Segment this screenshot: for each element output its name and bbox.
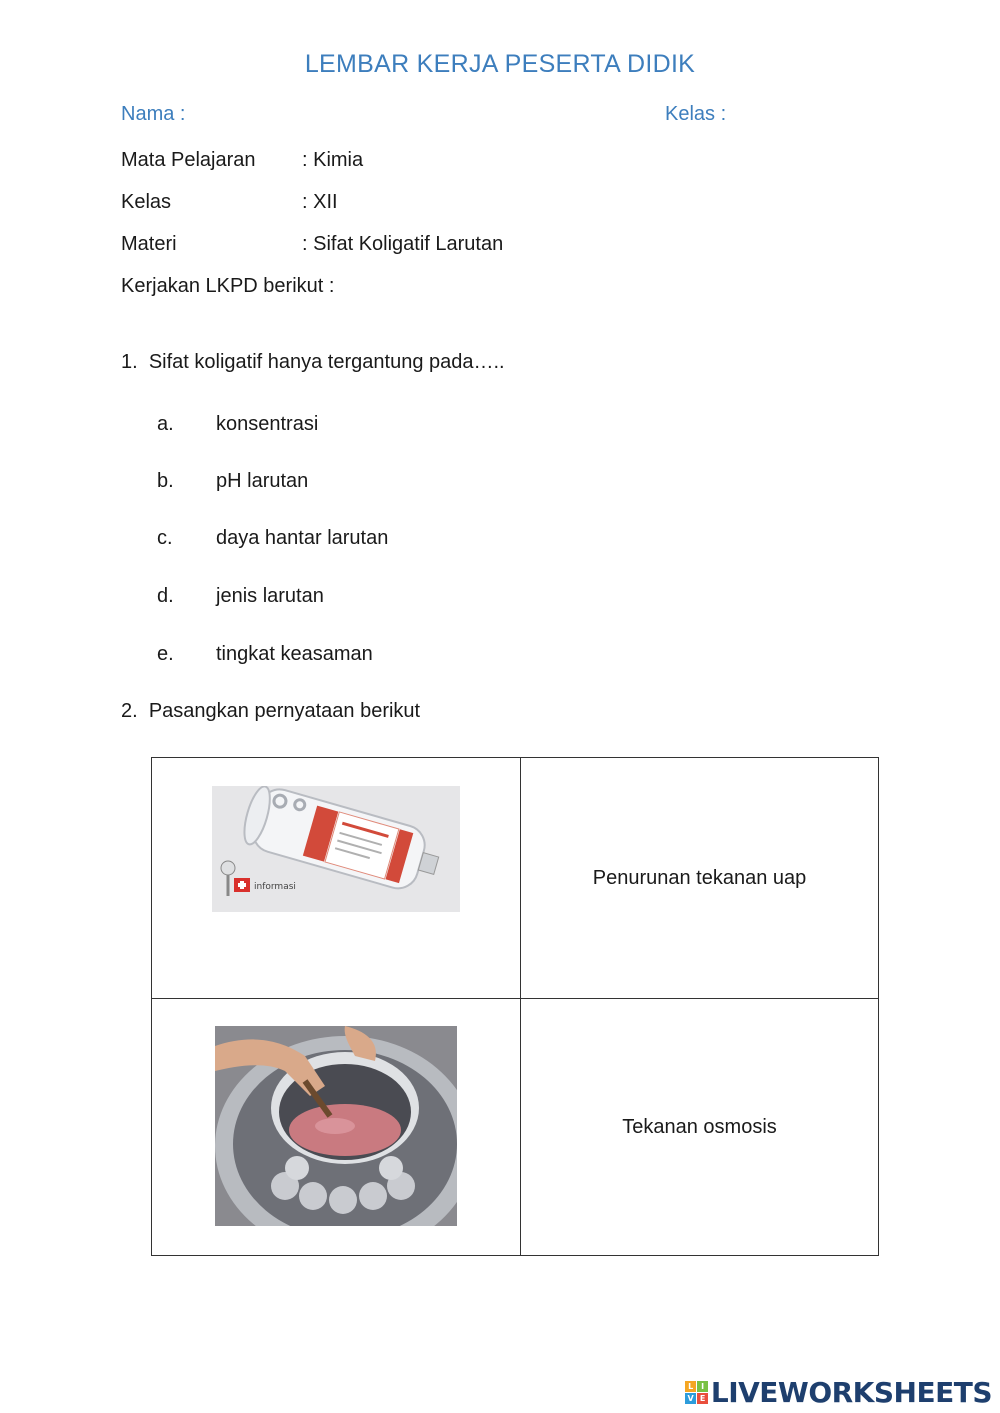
matching-table	[151, 757, 879, 1256]
option-letter: c.	[157, 527, 173, 549]
question-number: 1.	[121, 351, 138, 373]
option-a[interactable]	[157, 411, 318, 437]
question-text: Pasangkan pernyataan berikut	[148, 700, 421, 722]
ice-cream-maker-image	[215, 1026, 457, 1226]
option-b[interactable]	[157, 468, 308, 494]
table-row	[152, 999, 879, 1256]
infusion-bag-image	[212, 786, 460, 912]
image-cell	[152, 758, 521, 999]
option-text: tingkat keasaman	[216, 643, 373, 665]
meta-value: : Sifat Koligatif Larutan	[302, 233, 504, 255]
option-text: konsentrasi	[216, 413, 319, 435]
meta-topic	[121, 231, 503, 257]
question-number: 2.	[121, 700, 138, 722]
option-d[interactable]	[157, 583, 324, 609]
logo-letter: E	[697, 1393, 708, 1404]
class-label: Kelas :	[665, 103, 727, 125]
question-2	[121, 698, 420, 724]
table-row	[152, 758, 879, 999]
option-text: pH larutan	[216, 470, 309, 492]
logo-letter: I	[697, 1381, 708, 1392]
instruction-text: Kerjakan LKPD berikut :	[121, 275, 335, 297]
meta-subject	[121, 147, 363, 173]
logo-letter: L	[685, 1381, 696, 1392]
meta-value: : Kimia	[302, 149, 364, 171]
answer-text: Penurunan tekanan uap	[592, 866, 807, 889]
meta-key: Kelas	[121, 191, 172, 213]
question-1	[121, 349, 505, 375]
logo-mark-icon	[685, 1381, 708, 1404]
option-c[interactable]	[157, 525, 388, 551]
logo-letter: V	[685, 1393, 696, 1404]
image-caption: informasi	[254, 882, 296, 892]
option-text: daya hantar larutan	[216, 527, 389, 549]
option-text: jenis larutan	[216, 585, 324, 607]
option-letter: d.	[157, 585, 174, 607]
brand-text: LIVEWORKSHEETS	[710, 1376, 992, 1409]
option-e[interactable]	[157, 641, 373, 667]
answer-text: Tekanan osmosis	[622, 1115, 777, 1138]
meta-key: Mata Pelajaran	[121, 149, 256, 171]
name-label: Nama :	[121, 103, 186, 125]
meta-class	[121, 189, 338, 215]
page-title: LEMBAR KERJA PESERTA DIDIK	[304, 50, 696, 78]
image-cell	[152, 999, 521, 1256]
option-letter: e.	[157, 643, 174, 665]
meta-value: : XII	[302, 191, 338, 213]
answer-cell[interactable]	[521, 758, 879, 999]
liveworksheets-logo	[685, 1376, 992, 1409]
option-letter: a.	[157, 413, 174, 435]
question-text: Sifat koligatif hanya tergantung pada…..	[148, 351, 505, 373]
answer-cell[interactable]	[521, 999, 879, 1256]
option-letter: b.	[157, 470, 174, 492]
meta-key: Materi	[121, 233, 177, 255]
